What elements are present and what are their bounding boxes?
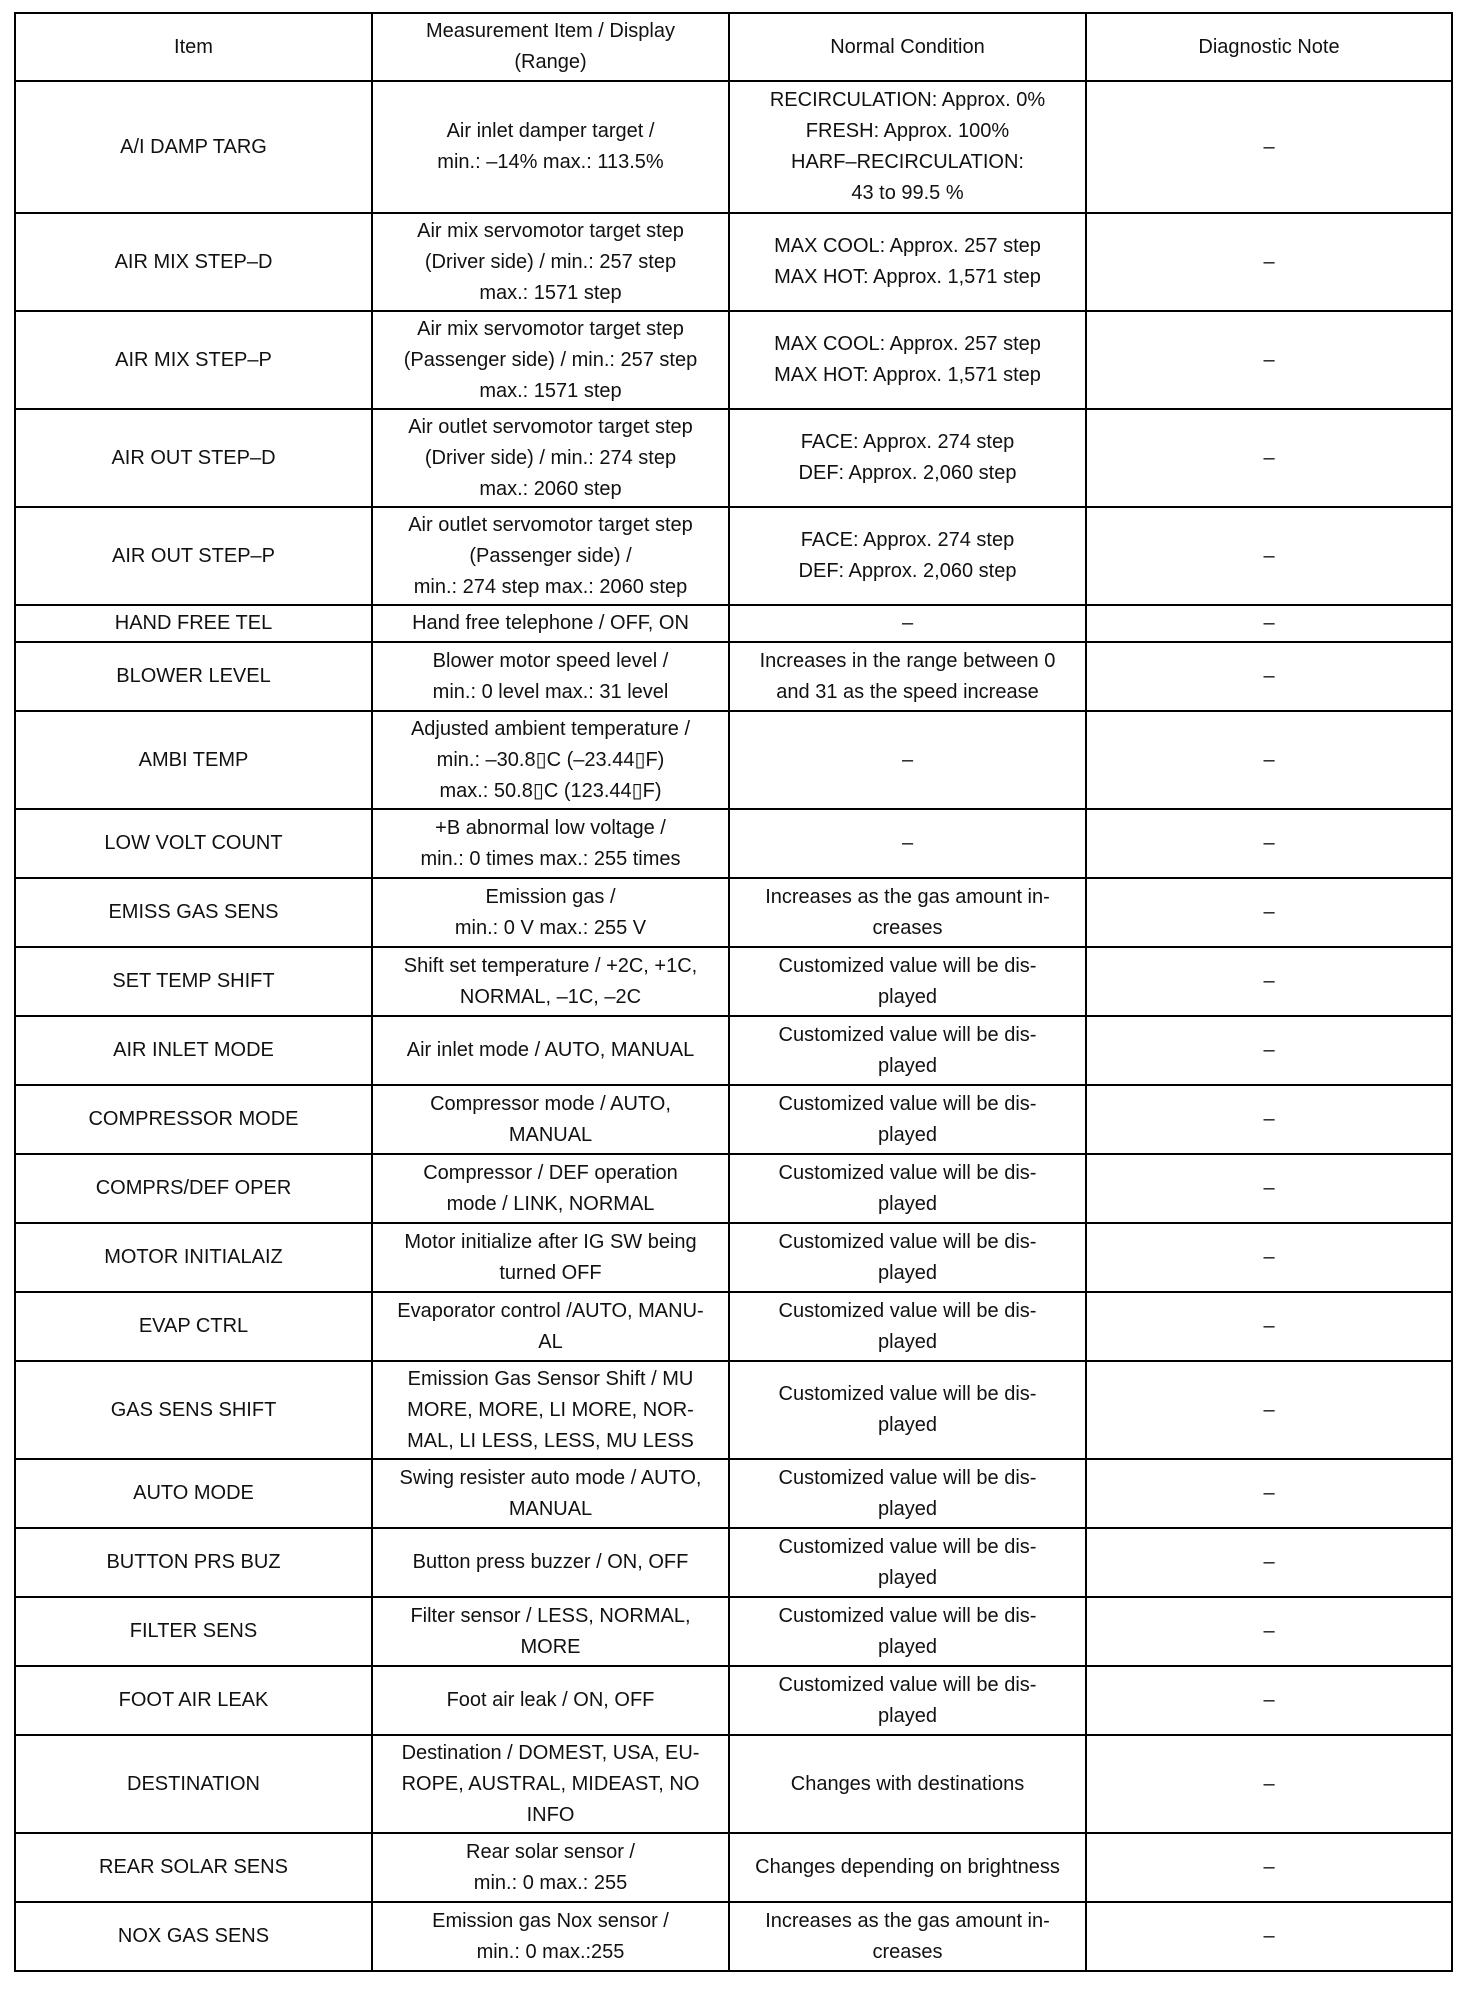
item-cell: FOOT AIR LEAK: [15, 1666, 372, 1735]
header-measurement: Measurement Item / Display (Range): [372, 13, 729, 81]
measurement-cell: Hand free telephone / OFF, ON: [372, 605, 729, 642]
diagnostic-note-cell: –: [1086, 711, 1452, 809]
measurement-cell: Adjusted ambient temperature / min.: –30.8▯C (–23.44▯F) max.: 50.8▯C (123.44▯F): [372, 711, 729, 809]
measurement-cell: Air mix servomotor target step (Driver side) / min.: 257 step max.: 1571 step: [372, 213, 729, 311]
header-normal-condition: Normal Condition: [729, 13, 1086, 81]
item-cell: EMISS GAS SENS: [15, 878, 372, 947]
diagnostic-note-cell: –: [1086, 1016, 1452, 1085]
item-cell: AIR MIX STEP–D: [15, 213, 372, 311]
measurement-cell: Emission gas / min.: 0 V max.: 255 V: [372, 878, 729, 947]
table-row: [15, 1666, 1452, 1735]
normal-condition-cell: –: [729, 711, 1086, 809]
normal-condition-cell: FACE: Approx. 274 step DEF: Approx. 2,060 step: [729, 409, 1086, 507]
diagnostic-note-cell: –: [1086, 878, 1452, 947]
measurement-cell: Evaporator control /AUTO, MANU- AL: [372, 1292, 729, 1361]
normal-condition-cell: MAX COOL: Approx. 257 step MAX HOT: Approx. 1,571 step: [729, 213, 1086, 311]
diagnostic-note-cell: –: [1086, 809, 1452, 878]
item-cell: MOTOR INITIALAIZ: [15, 1223, 372, 1292]
measurement-cell: Blower motor speed level / min.: 0 level max.: 31 level: [372, 642, 729, 711]
normal-condition-cell: –: [729, 809, 1086, 878]
diagnostic-note-cell: –: [1086, 1085, 1452, 1154]
item-cell: GAS SENS SHIFT: [15, 1361, 372, 1459]
table-row: [15, 809, 1452, 878]
measurement-cell: Rear solar sensor / min.: 0 max.: 255: [372, 1833, 729, 1902]
diagnostic-note-cell: –: [1086, 311, 1452, 409]
normal-condition-cell: Increases in the range between 0 and 31 as the speed increase: [729, 642, 1086, 711]
table-row: [15, 711, 1452, 809]
item-cell: SET TEMP SHIFT: [15, 947, 372, 1016]
measurement-cell: Button press buzzer / ON, OFF: [372, 1528, 729, 1597]
table-row: [15, 1902, 1452, 1971]
table-row: [15, 1154, 1452, 1223]
header-diagnostic-note: Diagnostic Note: [1086, 13, 1452, 81]
item-cell: NOX GAS SENS: [15, 1902, 372, 1971]
normal-condition-cell: –: [729, 605, 1086, 642]
measurement-cell: Emission Gas Sensor Shift / MU MORE, MORE, LI MORE, NOR- MAL, LI LESS, LESS, MU LESS: [372, 1361, 729, 1459]
normal-condition-cell: Customized value will be dis- played: [729, 1154, 1086, 1223]
table-row: [15, 507, 1452, 605]
diagnostic-note-cell: –: [1086, 1735, 1452, 1833]
normal-condition-cell: Changes depending on brightness: [729, 1833, 1086, 1902]
measurement-cell: Swing resister auto mode / AUTO, MANUAL: [372, 1459, 729, 1528]
table-row: [15, 1735, 1452, 1833]
diagnostic-note-cell: –: [1086, 1528, 1452, 1597]
measurement-cell: Filter sensor / LESS, NORMAL, MORE: [372, 1597, 729, 1666]
diagnostic-note-cell: –: [1086, 213, 1452, 311]
diagnostic-data-table: [14, 12, 1453, 1972]
normal-condition-cell: Customized value will be dis- played: [729, 1292, 1086, 1361]
normal-condition-cell: MAX COOL: Approx. 257 step MAX HOT: Approx. 1,571 step: [729, 311, 1086, 409]
item-cell: COMPRESSOR MODE: [15, 1085, 372, 1154]
normal-condition-cell: RECIRCULATION: Approx. 0% FRESH: Approx. 100% HARF–RECIRCULATION: 43 to 99.5 %: [729, 81, 1086, 213]
item-cell: AIR OUT STEP–D: [15, 409, 372, 507]
measurement-cell: Shift set temperature / +2C, +1C, NORMAL, –1C, –2C: [372, 947, 729, 1016]
item-cell: BLOWER LEVEL: [15, 642, 372, 711]
item-cell: BUTTON PRS BUZ: [15, 1528, 372, 1597]
table-row: [15, 1223, 1452, 1292]
item-cell: EVAP CTRL: [15, 1292, 372, 1361]
item-cell: AIR OUT STEP–P: [15, 507, 372, 605]
measurement-cell: Motor initialize after IG SW being turned OFF: [372, 1223, 729, 1292]
diagnostic-note-cell: –: [1086, 1154, 1452, 1223]
measurement-cell: Destination / DOMEST, USA, EU- ROPE, AUSTRAL, MIDEAST, NO INFO: [372, 1735, 729, 1833]
table-row: [15, 1528, 1452, 1597]
measurement-cell: Air inlet damper target / min.: –14% max.: 113.5%: [372, 81, 729, 213]
table-row: [15, 1833, 1452, 1902]
normal-condition-cell: Customized value will be dis- played: [729, 1666, 1086, 1735]
item-cell: REAR SOLAR SENS: [15, 1833, 372, 1902]
table-row: [15, 1292, 1452, 1361]
table-row: [15, 311, 1452, 409]
normal-condition-cell: Customized value will be dis- played: [729, 1085, 1086, 1154]
diagnostic-note-cell: –: [1086, 1292, 1452, 1361]
diagnostic-note-cell: –: [1086, 1902, 1452, 1971]
normal-condition-cell: Customized value will be dis- played: [729, 1361, 1086, 1459]
diagnostic-note-cell: –: [1086, 642, 1452, 711]
item-cell: DESTINATION: [15, 1735, 372, 1833]
table-row: [15, 1016, 1452, 1085]
item-cell: COMPRS/DEF OPER: [15, 1154, 372, 1223]
table-row: [15, 409, 1452, 507]
table-header-row: [15, 13, 1452, 81]
normal-condition-cell: Increases as the gas amount in- creases: [729, 1902, 1086, 1971]
item-cell: FILTER SENS: [15, 1597, 372, 1666]
normal-condition-cell: Customized value will be dis- played: [729, 1223, 1086, 1292]
table-row: [15, 878, 1452, 947]
table-row: [15, 213, 1452, 311]
normal-condition-cell: Customized value will be dis- played: [729, 1459, 1086, 1528]
normal-condition-cell: Changes with destinations: [729, 1735, 1086, 1833]
diagnostic-note-cell: –: [1086, 1597, 1452, 1666]
table-row: [15, 1085, 1452, 1154]
measurement-cell: +B abnormal low voltage / min.: 0 times max.: 255 times: [372, 809, 729, 878]
measurement-cell: Air outlet servomotor target step (Passenger side) / min.: 274 step max.: 2060 step: [372, 507, 729, 605]
normal-condition-cell: FACE: Approx. 274 step DEF: Approx. 2,060 step: [729, 507, 1086, 605]
measurement-cell: Compressor mode / AUTO, MANUAL: [372, 1085, 729, 1154]
measurement-cell: Foot air leak / ON, OFF: [372, 1666, 729, 1735]
measurement-cell: Emission gas Nox sensor / min.: 0 max.:255: [372, 1902, 729, 1971]
diagnostic-note-cell: –: [1086, 81, 1452, 213]
table-row: [15, 1361, 1452, 1459]
diagnostic-note-cell: –: [1086, 1361, 1452, 1459]
table-row: [15, 642, 1452, 711]
diagnostic-note-cell: –: [1086, 947, 1452, 1016]
item-cell: AIR INLET MODE: [15, 1016, 372, 1085]
item-cell: LOW VOLT COUNT: [15, 809, 372, 878]
item-cell: AUTO MODE: [15, 1459, 372, 1528]
table-row: [15, 947, 1452, 1016]
table-row: [15, 605, 1452, 642]
measurement-cell: Air inlet mode / AUTO, MANUAL: [372, 1016, 729, 1085]
diagnostic-note-cell: –: [1086, 1833, 1452, 1902]
item-cell: HAND FREE TEL: [15, 605, 372, 642]
table-row: [15, 1597, 1452, 1666]
item-cell: AMBI TEMP: [15, 711, 372, 809]
diagnostic-note-cell: –: [1086, 1223, 1452, 1292]
normal-condition-cell: Customized value will be dis- played: [729, 1016, 1086, 1085]
table-row: [15, 81, 1452, 213]
diagnostic-note-cell: –: [1086, 507, 1452, 605]
header-item: Item: [15, 13, 372, 81]
normal-condition-cell: Customized value will be dis- played: [729, 947, 1086, 1016]
table-row: [15, 1459, 1452, 1528]
diagnostic-note-cell: –: [1086, 605, 1452, 642]
item-cell: A/I DAMP TARG: [15, 81, 372, 213]
diagnostic-note-cell: –: [1086, 1666, 1452, 1735]
normal-condition-cell: Increases as the gas amount in- creases: [729, 878, 1086, 947]
diagnostic-note-cell: –: [1086, 409, 1452, 507]
measurement-cell: Compressor / DEF operation mode / LINK, NORMAL: [372, 1154, 729, 1223]
item-cell: AIR MIX STEP–P: [15, 311, 372, 409]
measurement-cell: Air outlet servomotor target step (Driver side) / min.: 274 step max.: 2060 step: [372, 409, 729, 507]
measurement-cell: Air mix servomotor target step (Passenger side) / min.: 257 step max.: 1571 step: [372, 311, 729, 409]
diagnostic-note-cell: –: [1086, 1459, 1452, 1528]
normal-condition-cell: Customized value will be dis- played: [729, 1528, 1086, 1597]
normal-condition-cell: Customized value will be dis- played: [729, 1597, 1086, 1666]
